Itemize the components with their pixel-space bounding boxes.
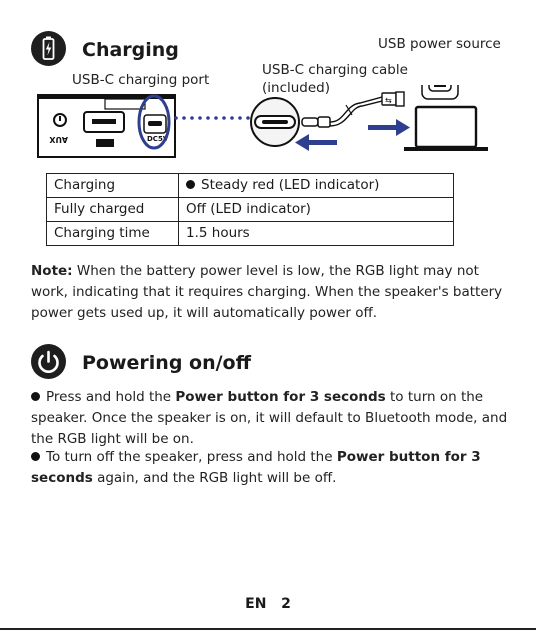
- dotted-connector: [174, 116, 250, 120]
- laptop-icon: [404, 107, 488, 151]
- powering-title: Powering on/off: [82, 352, 252, 374]
- arrow-left-icon: [295, 134, 337, 151]
- cable: [330, 97, 382, 122]
- note-text: When the battery power level is low, the RGB light may not work, indicating that it requires charging. When the speaker's battery power gets used up, it will automatically power off.: [31, 263, 503, 321]
- charging-title: Charging: [82, 39, 179, 61]
- aux-label: AUX: [49, 135, 68, 144]
- power-on-text-post: to turn on the speaker. Once the speaker is on, it will default to Bluetooth mode, and the RGB light will be on.: [31, 389, 508, 447]
- bullet-icon: [31, 392, 40, 401]
- bullet-icon: [31, 452, 40, 461]
- power-on-text-pre: Press and hold the: [46, 389, 176, 405]
- power-icon: [31, 344, 66, 379]
- note-prefix: Note:: [31, 263, 73, 279]
- table-row: [47, 222, 454, 246]
- bullet-icon: [186, 180, 195, 189]
- power-on-text-bold: Power button for 3 seconds: [175, 389, 386, 405]
- usb-icon: [382, 92, 404, 106]
- power-off-paragraph: [31, 447, 509, 489]
- arrow-right-icon: [368, 119, 410, 136]
- power-off-text-post: again, and the RGB light will be off.: [92, 470, 337, 486]
- table-row: [47, 198, 454, 222]
- page-number: 2: [281, 596, 291, 612]
- usb-c-cable-label: USB-C charging cable: [262, 62, 408, 78]
- footer-lang: EN: [245, 596, 267, 612]
- note-paragraph: [31, 261, 509, 324]
- value-text: Steady red (LED indicator): [201, 177, 380, 193]
- footer-rule: [0, 628, 536, 630]
- power-adapter: [422, 85, 458, 99]
- usb-c-port-label: USB-C charging port: [72, 72, 210, 88]
- power-off-text-bold: Power button for 3 seconds: [31, 449, 481, 486]
- usb-power-source-label: USB power source: [378, 36, 501, 52]
- charging-illustration: [0, 85, 536, 163]
- table-row: [47, 174, 454, 198]
- table-cell-label: Fully charged: [47, 198, 179, 222]
- usb-c-cable-sublabel: (included): [262, 80, 331, 96]
- dc5v-label: DC5V: [147, 135, 169, 143]
- svg-text:⇆: ⇆: [385, 96, 392, 105]
- table-cell-value: 1.5 hours: [179, 222, 454, 246]
- page-footer: [0, 596, 536, 612]
- battery-charging-icon: [31, 31, 66, 66]
- table-cell-label: Charging: [47, 174, 179, 198]
- table-cell-label: Charging time: [47, 222, 179, 246]
- table-cell-value: [179, 174, 454, 198]
- table-cell-value: Off (LED indicator): [179, 198, 454, 222]
- charging-spec-table: [46, 173, 454, 246]
- power-off-text-pre: To turn off the speaker, press and hold the: [46, 449, 337, 465]
- power-on-paragraph: [31, 387, 509, 450]
- usb-c-plug: [302, 117, 330, 127]
